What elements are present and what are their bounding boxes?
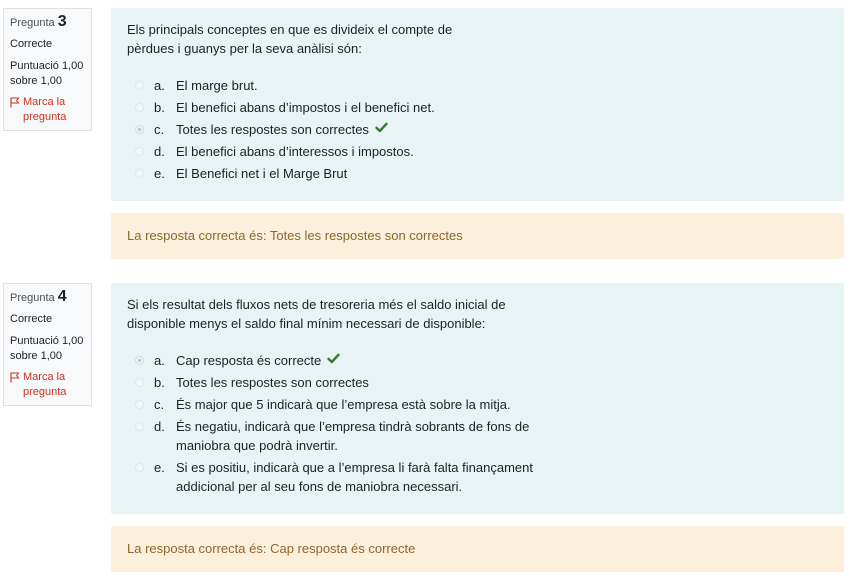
question-info-4 — [3, 283, 92, 406]
answer-radio[interactable] — [135, 400, 144, 409]
answer-radio[interactable] — [135, 103, 144, 112]
answer-option-b[interactable]: b. El benefici abans d’impostos i el benefici net. — [127, 98, 828, 117]
answer-option-d[interactable]: d. El benefici abans d’interessos i impostos. — [127, 142, 828, 161]
question-formulation-4 — [111, 283, 844, 514]
question-grade: Puntuació 1,00 sobre 1,00 — [10, 335, 84, 362]
check-icon — [375, 122, 388, 133]
flag-question-link[interactable]: Marca la pregunta — [10, 370, 85, 400]
question-number: Pregunta 3 — [10, 13, 67, 30]
question-text: Si els resultat dels fluxos nets de tresoreria més el saldo inicial de disponible menys el saldo final mínim necessari de disponible: — [127, 297, 506, 331]
answer-option-b[interactable]: b. Totes les respostes son correctes — [127, 373, 828, 392]
question-number: Pregunta 4 — [10, 288, 67, 305]
answer-radio-selected[interactable] — [135, 356, 144, 365]
answer-radio[interactable] — [135, 169, 144, 178]
flag-question-link[interactable]: Marca la pregunta — [10, 95, 85, 125]
answer-list — [127, 351, 828, 496]
answer-radio[interactable] — [135, 463, 144, 472]
answer-radio-selected[interactable] — [135, 125, 144, 134]
answer-option-d[interactable]: d. És negatiu, indicarà que l’empresa tindrà sobrants de fons de maniobra que podrà invertir. — [127, 417, 828, 455]
question-formulation-3 — [111, 8, 844, 201]
question-state: Correcte — [10, 38, 53, 50]
question-grade: Puntuació 1,00 sobre 1,00 — [10, 60, 84, 87]
question-state: Correcte — [10, 313, 53, 325]
answer-radio[interactable] — [135, 378, 144, 387]
answer-option-c[interactable]: c. Totes les respostes son correctes — [127, 120, 828, 139]
answer-option-a[interactable]: a. El marge brut. — [127, 76, 828, 95]
question-text: Els principals conceptes en que es divideix el compte de pèrdues i guanys per la seva anàlisi són: — [127, 22, 453, 56]
answer-option-e[interactable]: e. El Benefici net i el Marge Brut — [127, 164, 828, 183]
answer-radio[interactable] — [135, 422, 144, 431]
right-answer-feedback: La resposta correcta és: Cap resposta és correcte — [111, 526, 844, 572]
right-answer-feedback: La resposta correcta és: Totes les respostes son correctes — [111, 213, 844, 259]
answer-radio[interactable] — [135, 147, 144, 156]
flag-icon — [10, 97, 20, 108]
answer-radio[interactable] — [135, 81, 144, 90]
answer-list — [127, 76, 828, 183]
question-info-3 — [3, 8, 92, 131]
answer-option-c[interactable]: c. És major que 5 indicarà que l’empresa està sobre la mitja. — [127, 395, 828, 414]
check-icon — [327, 353, 340, 364]
answer-option-a[interactable]: a. Cap resposta és correcte — [127, 351, 828, 370]
answer-option-e[interactable]: e. Si es positiu, indicarà que a l’empresa li farà falta finançament addicional per al seu fons de maniobra necessari. — [127, 458, 828, 496]
flag-icon — [10, 372, 20, 383]
